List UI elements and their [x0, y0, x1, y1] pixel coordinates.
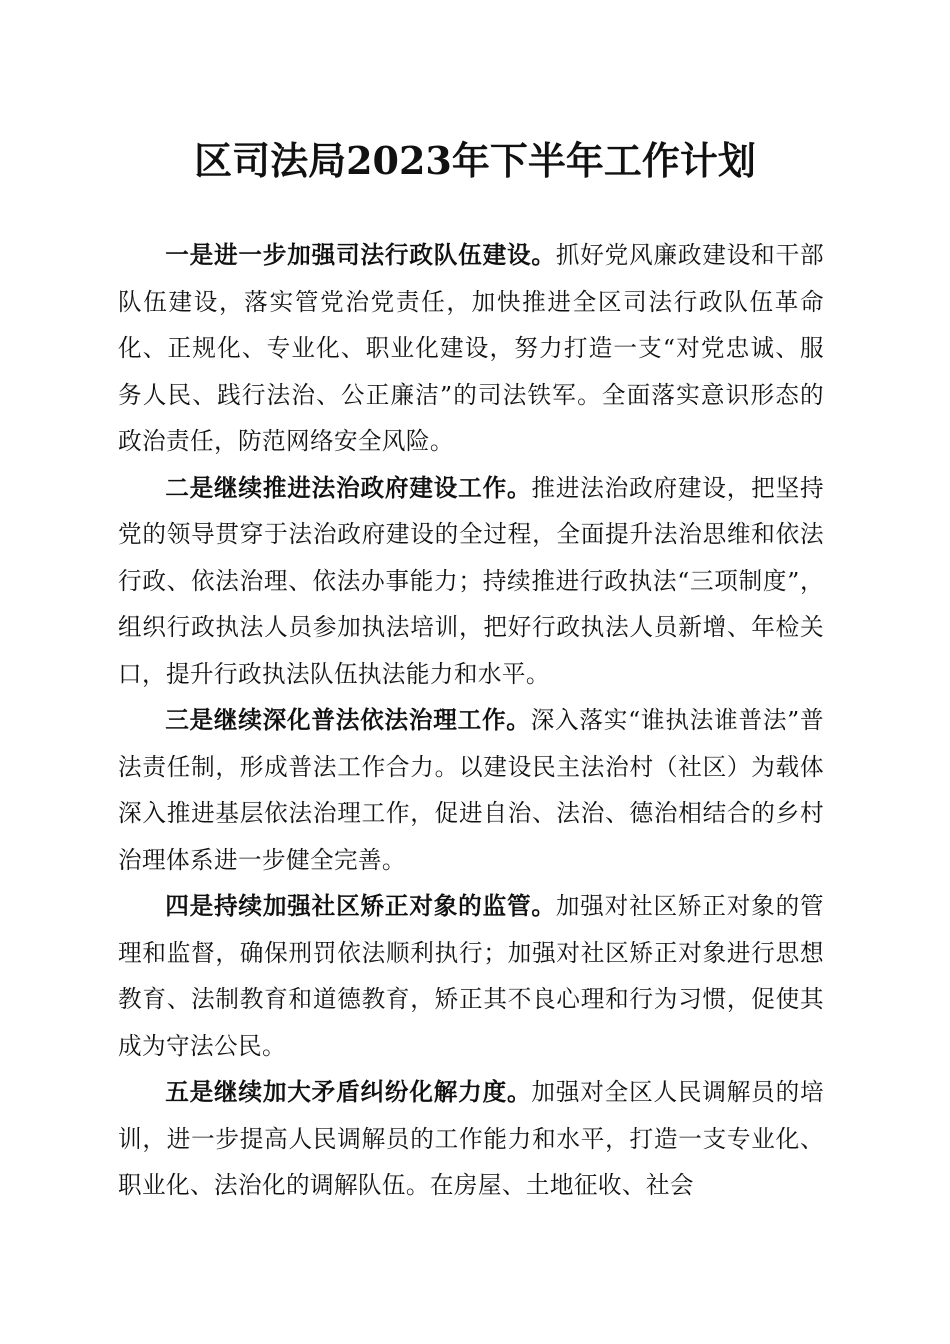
paragraph-5-lead: 五是继续加大矛盾纠纷化解力度。: [165, 1078, 532, 1106]
paragraph-3: [118, 697, 824, 883]
paragraph-3-lead: 三是继续深化普法依法治理工作。: [165, 706, 531, 734]
paragraph-1-text: 抓好党风廉政建设和干部队伍建设，落实管党治党责任，加快推进全区司法行政队伍革命化、正规化、专业化、职业化建设，努力打造一支“对党忠诚、服务人民、践行法治、公正廉洁”的司法铁军。全面落实意识形态的政治责任，防范网络安全风险。: [118, 241, 824, 455]
paragraph-5-text: 加强对全区人民调解员的培训，进一步提高人民调解员的工作能力和水平，打造一支专业化、职业化、法治化的调解队伍。在房屋、土地征收、社会: [118, 1078, 824, 1199]
paragraph-1-lead: 一是进一步加强司法行政队伍建设。: [165, 241, 556, 269]
paragraph-2: [118, 465, 824, 698]
paragraph-4-lead: 四是持续加强社区矫正对象的监管。: [165, 892, 556, 920]
paragraph-2-text: 推进法治政府建设，把坚持党的领导贯穿于法治政府建设的全过程，全面提升法治思维和依法行政、依法治理、依法办事能力；持续推进行政执法“三项制度”，组织行政执法人员参加执法培训，把好行政执法人员新增、年检关口，提升行政执法队伍执法能力和水平。: [118, 473, 824, 688]
paragraph-4: [118, 883, 824, 1069]
paragraph-3-text: 深入落实“谁执法谁普法”普法责任制，形成普法工作合力。以建设民主法治村（社区）为载体深入推进基层依法治理工作，促进自治、法治、德治相结合的乡村治理体系进一步健全完善。: [118, 706, 825, 874]
paragraph-4-text: 加强对社区矫正对象的管理和监督，确保刑罚依法顺利执行；加强对社区矫正对象进行思想教育、法制教育和道德教育，矫正其不良心理和行为习惯，促使其成为守法公民。: [118, 892, 824, 1060]
document-title: 区司法局2023年下半年工作计划: [194, 138, 756, 183]
paragraph-1: [118, 232, 824, 465]
document-body: [118, 232, 824, 1209]
paragraph-2-lead: 二是继续推进法治政府建设工作。: [165, 473, 532, 502]
paragraph-5: [118, 1069, 824, 1209]
